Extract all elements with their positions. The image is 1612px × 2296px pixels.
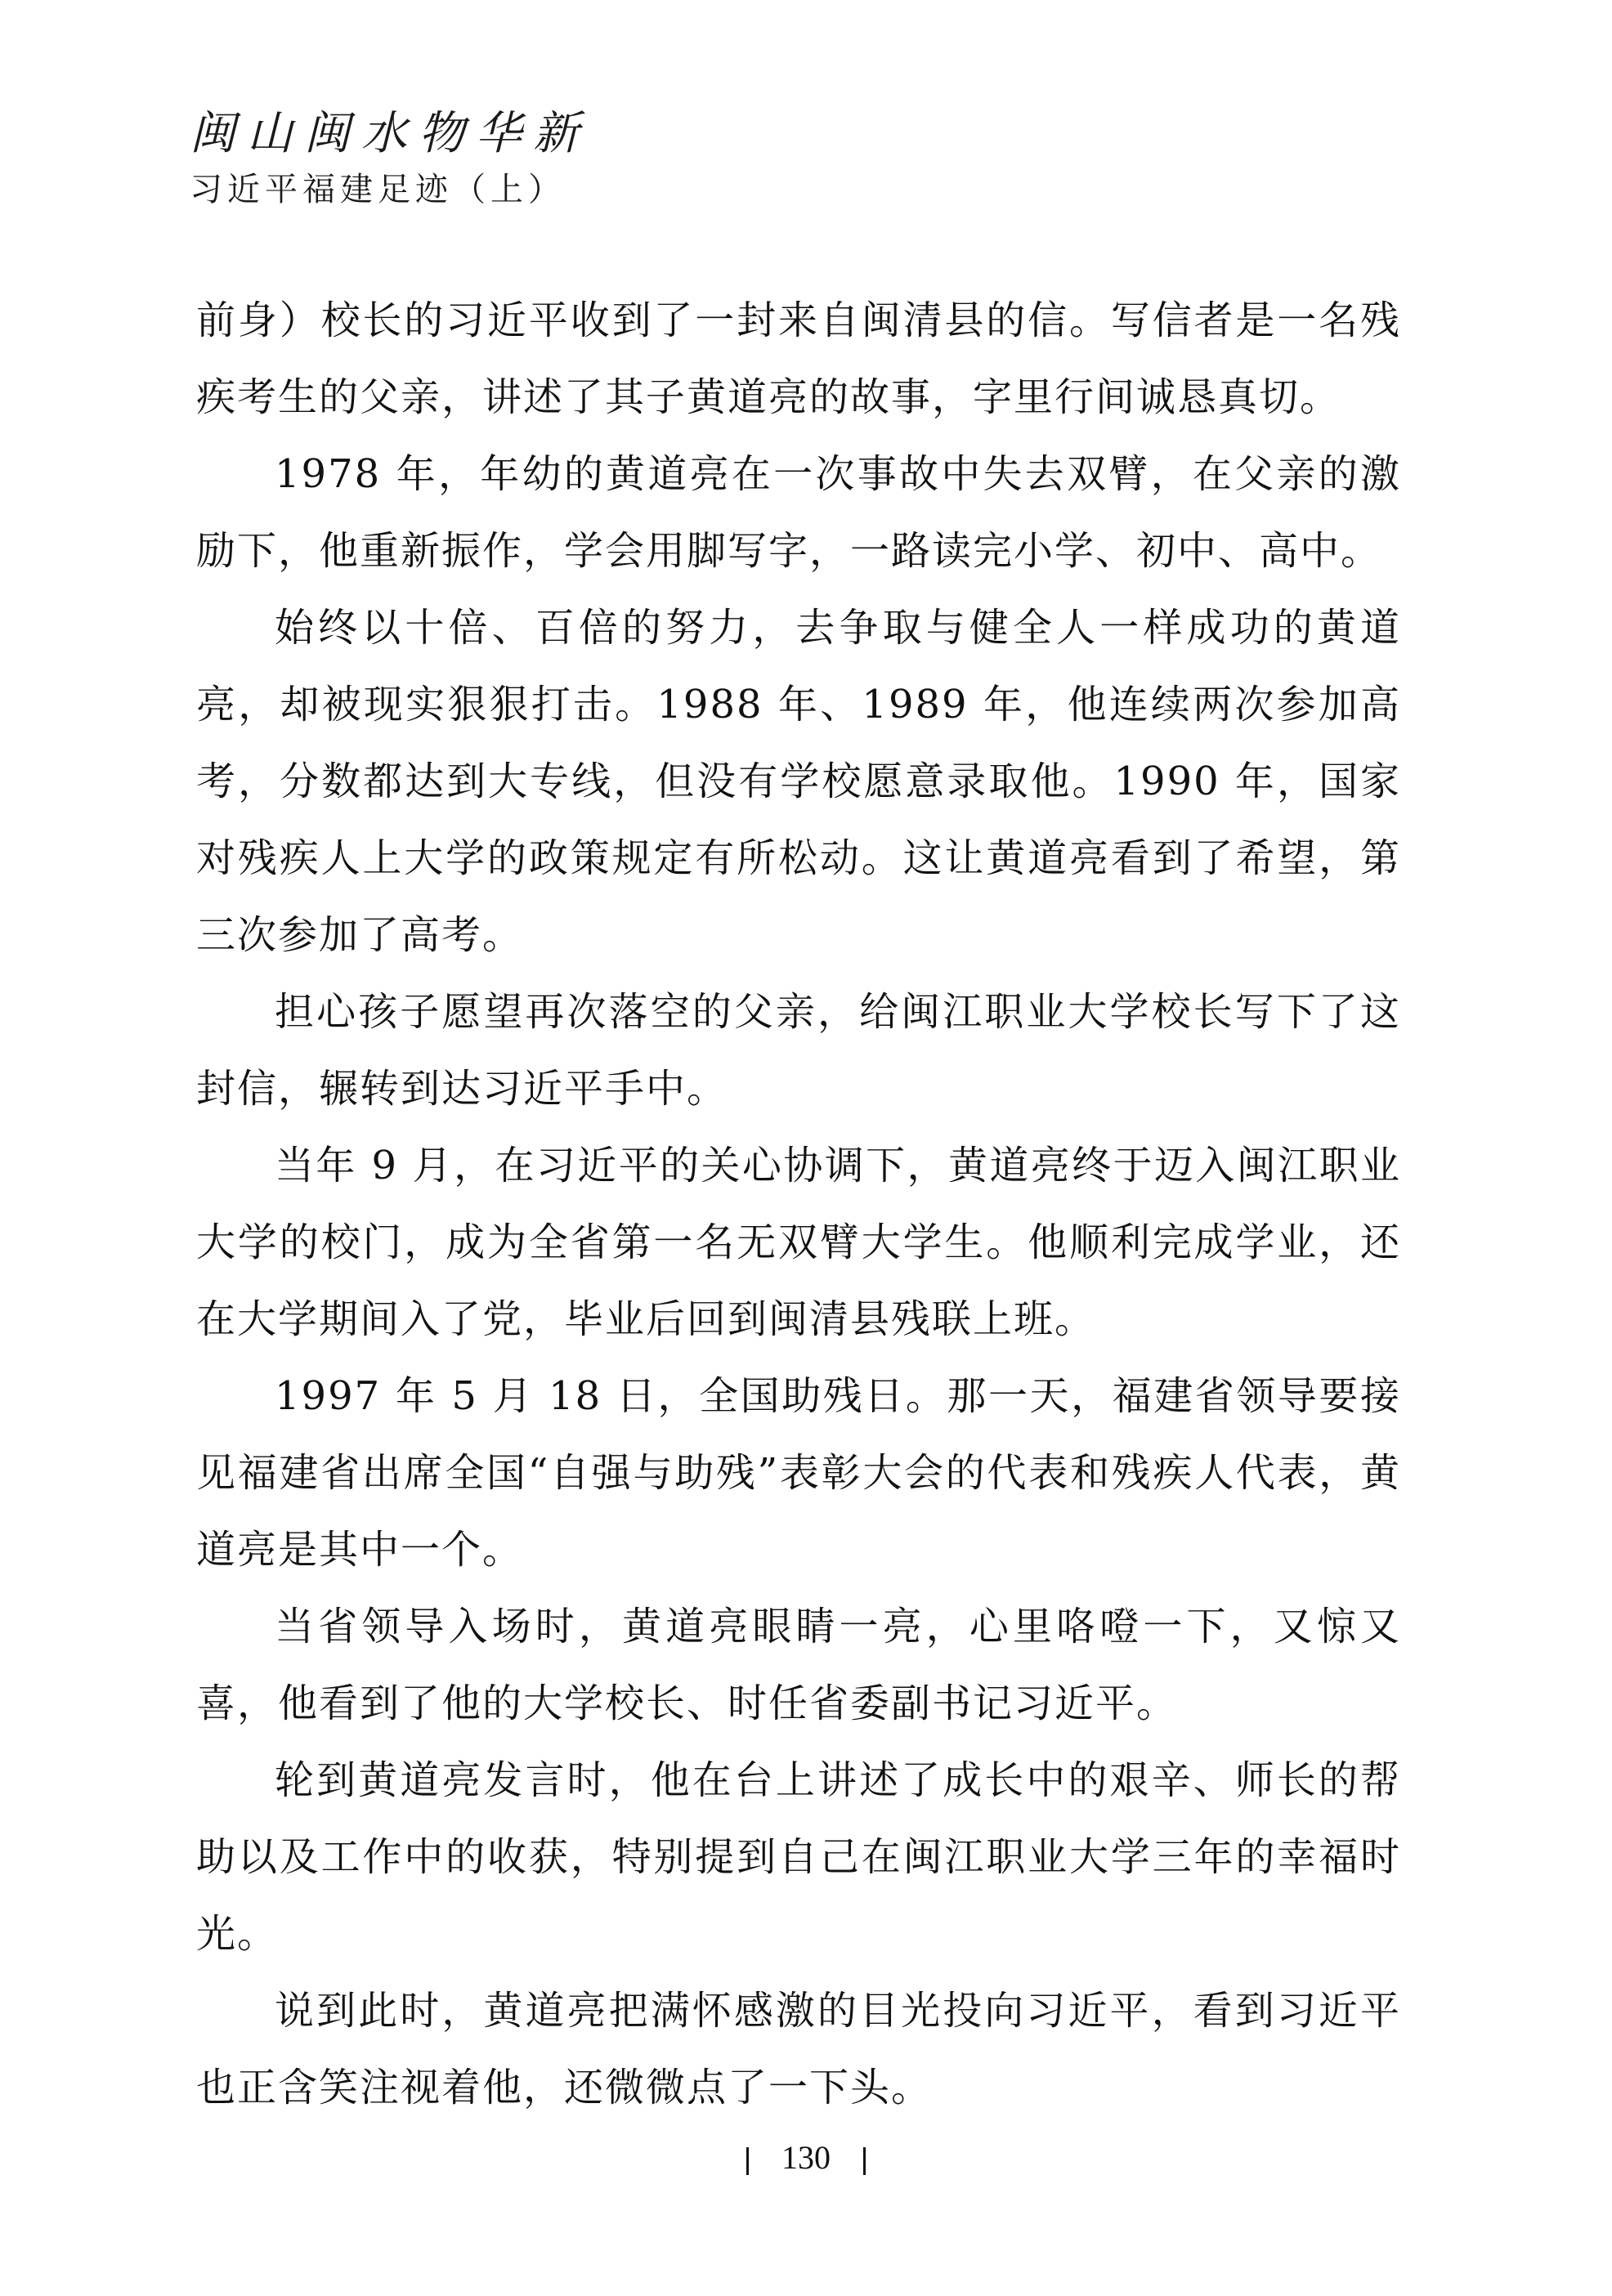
paragraph: 轮到黄道亮发言时，他在台上讲述了成长中的艰辛、师长的帮助以及工作中的收获，特别提到自己在闽江职业大学三年的幸福时光。 <box>196 1757 1401 1957</box>
paragraph: 当省领导入场时，黄道亮眼睛一亮，心里咯噔一下，又惊又喜，他看到了他的大学校长、时任省委副书记习近平。 <box>196 1604 1401 1726</box>
paragraph: 1997 年 5 月 18 日，全国助残日。那一天，福建省领导要接见福建省出席全国“自强与助残”表彰大会的代表和残疾人代表，黄道亮是其中一个。 <box>196 1373 1401 1573</box>
page-number: 130 <box>781 2139 831 2176</box>
paragraph: 担心孩子愿望再次落空的父亲，给闽江职业大学校长写下了这封信，辗转到达习近平手中。 <box>196 989 1401 1112</box>
folio-left-rule <box>746 2147 749 2175</box>
paragraph: 始终以十倍、百倍的努力，去争取与健全人一样成功的黄道亮，却被现实狠狠打击。1988 年、1989 年，他连续两次参加高考，分数都达到大专线，但没有学校愿意录取他。1990 年，国家对残疾人上大学的政策规定有所松动。这让黄道亮看到了希望，第三次参加了高考。 <box>196 605 1401 958</box>
paragraph: 当年 9 月，在习近平的关心协调下，黄道亮终于迈入闽江职业大学的校门，成为全省第一名无双臂大学生。他顺利完成学业，还在大学期间入了党，毕业后回到闽清县残联上班。 <box>196 1143 1401 1342</box>
folio-right-rule <box>863 2147 866 2175</box>
book-title: 习近平福建足迹（上） <box>190 171 566 208</box>
paragraph: 前身）校长的习近平收到了一封来自闽清县的信。写信者是一名残疾考生的父亲，讲述了其子黄道亮的故事，字里行间诚恳真切。 <box>196 298 1401 420</box>
page-footer <box>0 2135 1612 2181</box>
body-text <box>196 282 1401 2126</box>
series-title: 闽山闽水物华新 <box>190 107 590 160</box>
paragraph: 1978 年，年幼的黄道亮在一次事故中失去双臂，在父亲的激励下，他重新振作，学会用脚写字，一路读完小学、初中、高中。 <box>196 451 1401 574</box>
paragraph: 说到此时，黄道亮把满怀感激的目光投向习近平，看到习近平也正含笑注视着他，还微微点了一下头。 <box>196 1988 1401 2110</box>
running-head <box>190 105 590 213</box>
